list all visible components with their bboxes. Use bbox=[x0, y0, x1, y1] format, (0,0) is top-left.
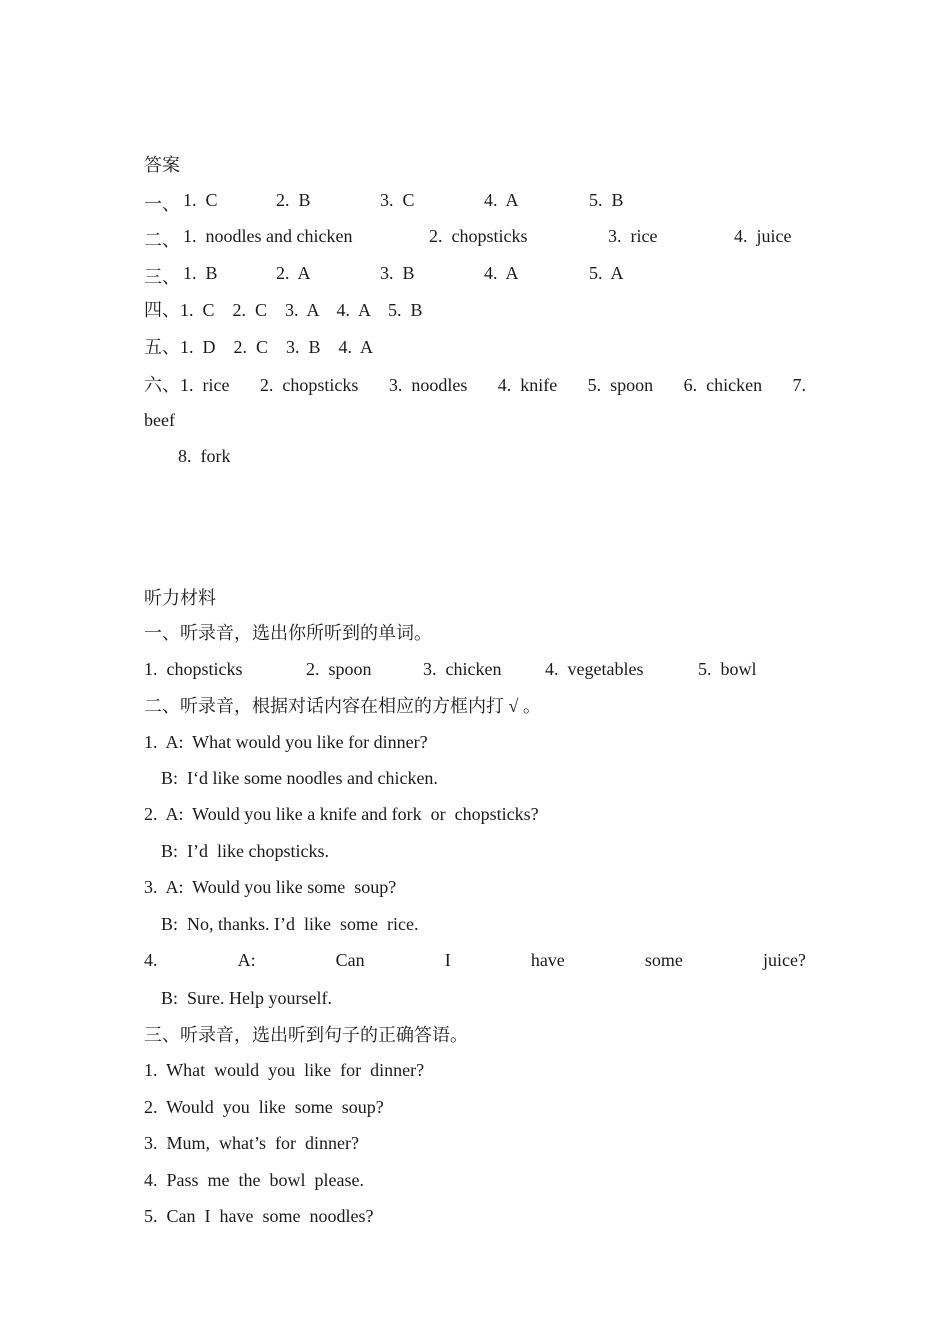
word-item: 4. vegetables bbox=[545, 659, 644, 679]
answer-item: 3. noodles bbox=[388, 375, 468, 395]
dialogue-word: juice? bbox=[762, 950, 806, 970]
answer-item: 3. B bbox=[380, 263, 415, 283]
answer-item: 1. B bbox=[183, 263, 218, 283]
dialogue-line: B: I‘d like some noodles and chicken. bbox=[161, 768, 438, 788]
answer-section-6-line-3: 8. fork bbox=[178, 446, 231, 466]
dialogue-word: Can bbox=[335, 950, 365, 970]
section-label: 三、 bbox=[144, 267, 180, 287]
part-3-title: 三、听录音，选出听到句子的正确答语。 bbox=[144, 1025, 468, 1045]
answer-section-5: 五、1. D 2. C 3. B 4. A bbox=[144, 337, 374, 357]
sentence-item: 2. Would you like some soup? bbox=[144, 1097, 384, 1117]
answer-item: 2. B bbox=[276, 190, 311, 210]
dialogue-line: B: I’d like chopsticks. bbox=[161, 841, 329, 861]
section-label: 二、 bbox=[144, 230, 180, 250]
answer-item: 5. A bbox=[589, 263, 624, 283]
section-label: 一、 bbox=[144, 194, 180, 214]
answer-section-6-line-1 bbox=[144, 374, 806, 396]
answer-item: 6. chicken bbox=[683, 375, 763, 395]
sentence-item: 5. Can I have some noodles? bbox=[144, 1206, 374, 1226]
word-item: 3. chicken bbox=[423, 659, 502, 679]
dialogue-line: 2. A: Would you like a knife and fork or chopsticks? bbox=[144, 804, 539, 824]
answer-item: 1. noodles and chicken bbox=[183, 226, 353, 246]
word-item: 5. bowl bbox=[698, 659, 757, 679]
dialogue-word: have bbox=[530, 950, 565, 970]
sentence-item: 4. Pass me the bowl please. bbox=[144, 1170, 364, 1190]
answer-item: 六、1. rice bbox=[144, 375, 230, 395]
answer-item: 4. A bbox=[484, 190, 519, 210]
answer-item: 4. knife bbox=[497, 375, 558, 395]
sentence-item: 1. What would you like for dinner? bbox=[144, 1060, 425, 1080]
answer-item: 7. bbox=[792, 375, 806, 395]
answer-item: 4. juice bbox=[734, 226, 792, 246]
dialogue-word: 4. bbox=[144, 950, 158, 970]
dialogue-word: I bbox=[444, 950, 451, 970]
answer-section-4: 四、1. C 2. C 3. A 4. A 5. B bbox=[144, 300, 423, 320]
answer-item: 2. chopsticks bbox=[429, 226, 528, 246]
part-2-title: 二、听录音，根据对话内容在相应的方框内打 √ 。 bbox=[144, 696, 541, 716]
dialogue-line-justified bbox=[144, 949, 806, 971]
answer-item: 5. B bbox=[589, 190, 624, 210]
dialogue-line: B: Sure. Help yourself. bbox=[161, 988, 332, 1008]
dialogue-word: some bbox=[644, 950, 683, 970]
dialogue-line: B: No, thanks. I’d like some rice. bbox=[161, 914, 419, 934]
answers-heading: 答案 bbox=[144, 155, 180, 175]
dialogue-word: A: bbox=[237, 950, 256, 970]
part-1-title: 一、听录音，选出你所听到的单词。 bbox=[144, 623, 432, 643]
answer-item: 2. A bbox=[276, 263, 311, 283]
word-item: 1. chopsticks bbox=[144, 659, 243, 679]
sentence-item: 3. Mum, what’s for dinner? bbox=[144, 1133, 359, 1153]
answer-item: 1. C bbox=[183, 190, 218, 210]
answer-item: 5. spoon bbox=[587, 375, 654, 395]
answer-section-6-line-2: beef bbox=[144, 410, 175, 430]
listening-heading: 听力材料 bbox=[144, 588, 216, 608]
answer-item: 4. A bbox=[484, 263, 519, 283]
word-item: 2. spoon bbox=[306, 659, 372, 679]
answer-item: 3. C bbox=[380, 190, 415, 210]
dialogue-line: 1. A: What would you like for dinner? bbox=[144, 732, 428, 752]
answer-item: 3. rice bbox=[608, 226, 658, 246]
dialogue-line: 3. A: Would you like some soup? bbox=[144, 877, 397, 897]
answer-item: 2. chopsticks bbox=[259, 375, 359, 395]
